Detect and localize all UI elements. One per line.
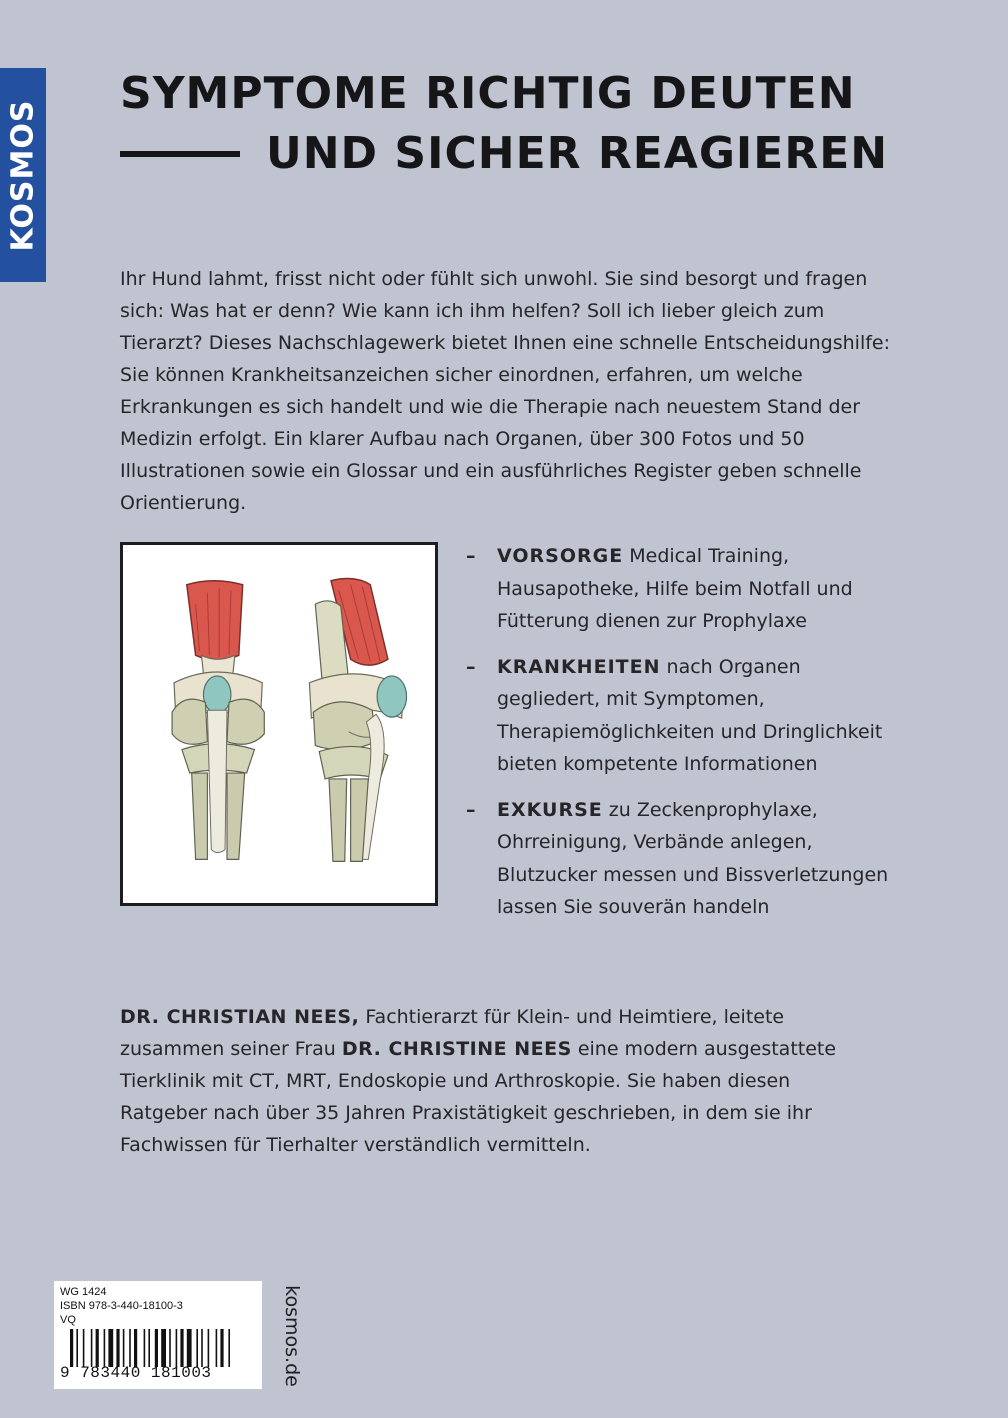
feature-text: nach Organen gegliedert, mit Symptomen, Therapiemöglichkeiten und Dringlichkeit bieten kompetente Informationen xyxy=(497,655,883,775)
barcode-bar xyxy=(161,1329,166,1367)
feature-dash: – xyxy=(466,545,476,567)
isbn-barcode-box xyxy=(54,1281,262,1389)
feature-keyword: KRANKHEITEN xyxy=(497,655,661,678)
author-bio xyxy=(120,1001,880,1161)
author-name-1: DR. CHRISTIAN NEES, xyxy=(120,1006,360,1028)
feature-item-krankheiten xyxy=(466,651,906,781)
barcode-bar xyxy=(155,1329,158,1367)
barcode-bar xyxy=(96,1329,99,1367)
author-name-2: DR. CHRISTINE NEES xyxy=(341,1038,572,1060)
barcode-bar xyxy=(123,1329,125,1367)
barcode-bar xyxy=(108,1329,113,1367)
knee-illustration xyxy=(120,542,438,906)
headline-line-1: SYMPTOME RICHTIG DEUTEN xyxy=(120,68,856,119)
headline-line-2: UND SICHER REAGIEREN xyxy=(266,128,889,179)
barcode-bar xyxy=(180,1329,183,1367)
barcode-bar xyxy=(104,1329,106,1367)
wg-code: WG 1424 xyxy=(60,1286,107,1298)
barcode-bar xyxy=(83,1329,85,1367)
feature-text: Medical Training, Hausapotheke, Hilfe beim Notfall und Fütterung dienen zur Prophylaxe xyxy=(497,545,853,632)
barcode-bars xyxy=(60,1329,256,1367)
kosmos-logo-tab xyxy=(0,68,46,282)
barcode-bar xyxy=(129,1329,131,1367)
barcode-bar xyxy=(176,1329,178,1367)
barcode-bar xyxy=(169,1329,171,1367)
barcode-bar xyxy=(196,1329,198,1367)
website-url[interactable]: kosmos.de xyxy=(281,1285,303,1387)
author-text-2: eine modern ausgestattete Tierklinik mit CT, MRT, Endoskopie und Arthroskopie. Sie haben diesen Ratgeber nach über 35 Jahren Praxistätigkeit geschrieben, in dem sie ihr Fachwissen für Tierhalter verständlich vermitteln. xyxy=(120,1038,837,1156)
barcode-bar xyxy=(76,1329,78,1367)
barcode-bar xyxy=(187,1329,192,1367)
barcode-bar xyxy=(208,1329,210,1367)
barcode-bar xyxy=(201,1329,203,1367)
headline-line-2-row xyxy=(120,124,920,184)
barcode-bar xyxy=(91,1329,93,1367)
feature-keyword: VORSORGE xyxy=(497,545,624,567)
isbn-number: ISBN 978-3-440-18100-3 xyxy=(60,1300,183,1312)
barcode-bar xyxy=(148,1329,150,1367)
barcode-bar xyxy=(144,1329,146,1367)
barcode-bar xyxy=(220,1329,223,1367)
feature-dash: – xyxy=(466,655,476,678)
headline xyxy=(120,64,920,184)
feature-item-exkurse xyxy=(466,794,906,924)
barcode-bar xyxy=(134,1329,137,1367)
barcode-bar xyxy=(228,1329,230,1367)
feature-text: zu Zeckenprophylaxe, Ohrreinigung, Verbände anlegen, Blutzucker messen und Bissverletzungen lassen Sie souverän handeln xyxy=(497,798,889,918)
feature-item-vorsorge xyxy=(466,540,906,638)
barcode-digits: 9 783440 181003 xyxy=(60,1364,212,1382)
kosmos-logo-text: KOSMOS xyxy=(5,99,41,251)
barcode-bar xyxy=(216,1329,218,1367)
intro-paragraph: Ihr Hund lahmt, frisst nicht oder fühlt sich unwohl. Sie sind besorgt und fragen sich: Was hat er denn? Wie kann ich ihm helfen? Soll ich lieber gleich zum Tierarzt? Dieses Nachschlagewerk bietet Ihnen eine schnelle Entscheidungshilfe: Sie können Krankheitsanzeichen sicher einordnen, erfahren, um welche Erkrankungen es sich handelt und wie die Therapie nach neuestem Stand der Medizin erfolgt. Ein klarer Aufbau nach Organen, über 300 Fotos und 50 Illustrationen sowie ein Glossar und ein ausführliches Register geben schnelle Orientierung. xyxy=(120,268,891,514)
barcode-bar xyxy=(70,1329,73,1367)
knee-anatomy-drawing xyxy=(123,545,435,903)
feature-dash: – xyxy=(466,798,476,821)
knee-side-view xyxy=(309,579,406,862)
barcode-bar xyxy=(116,1329,119,1367)
author-text-1: Fachtierarzt für Klein- und Heimtiere, leitete zusammen seiner Frau xyxy=(120,1006,785,1060)
feature-keyword: EXKURSE xyxy=(497,798,603,821)
headline-rule xyxy=(120,151,240,157)
knee-front-view xyxy=(172,581,264,860)
vq-code: VQ xyxy=(60,1314,76,1326)
feature-list xyxy=(466,540,906,937)
